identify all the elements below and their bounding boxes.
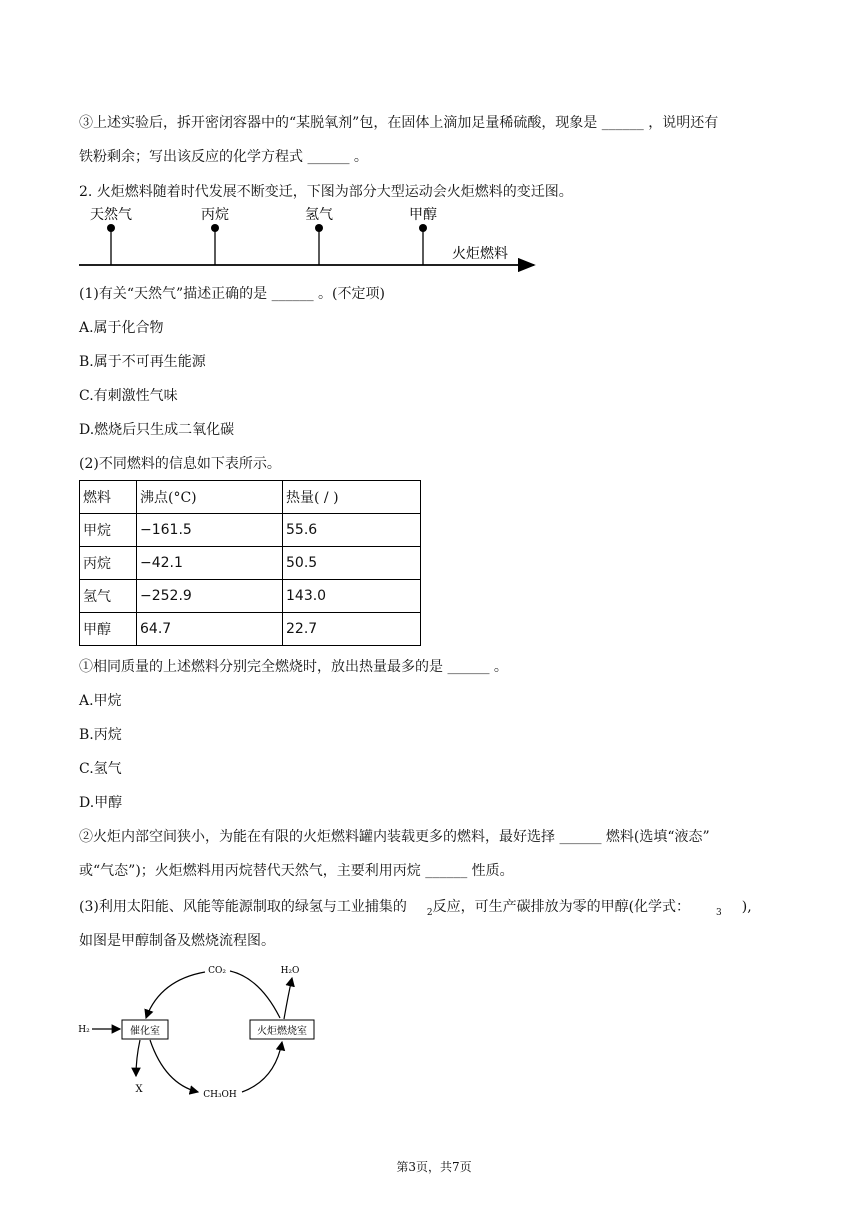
co2-label: CO₂ bbox=[208, 966, 226, 976]
q2-p2-question-b-line2: 或“气态”)；火炬燃料用丙烷替代天然气，主要利用丙烷 ______ 性质。 bbox=[79, 863, 514, 879]
q2-p1-option-c: C.有刺激性气味 bbox=[79, 388, 178, 404]
table-header-cell: 燃料 bbox=[80, 481, 137, 514]
catalyst-room-label: 催化室 bbox=[130, 1026, 160, 1037]
q2-p1-question: (1)有关“天然气”描述正确的是 ______ 。(不定项) bbox=[79, 286, 385, 302]
table-cell: 64.7 bbox=[137, 613, 283, 646]
q2-p2-option-b: B.丙烷 bbox=[79, 727, 122, 743]
q2-p3-line2: 如图是甲醇制备及燃烧流程图。 bbox=[79, 933, 275, 949]
timeline-point-3 bbox=[305, 207, 333, 265]
timeline-label-4: 甲醇 bbox=[409, 207, 437, 223]
table-cell: −252.9 bbox=[137, 580, 283, 613]
x-output-arrow bbox=[136, 1040, 140, 1076]
page-footer: 第3页，共7页 bbox=[396, 1160, 472, 1174]
table-cell: 22.7 bbox=[283, 613, 421, 646]
q2-p3-text-c: ), bbox=[741, 899, 752, 915]
timeline-point-4 bbox=[409, 207, 437, 265]
ch3oh-label: CH₃OH bbox=[203, 1090, 237, 1100]
table-header-row bbox=[80, 481, 421, 514]
table-cell: 55.6 bbox=[283, 514, 421, 547]
q2-p1-option-a: A.属于化合物 bbox=[79, 320, 164, 336]
q2-p2-question-b-line1: ②火炬内部空间狭小，为能在有限的火炬燃料罐内装载更多的燃料，最好选择 ______ 燃料(选填“液态” bbox=[79, 829, 710, 845]
fuel-info-table bbox=[79, 480, 421, 646]
h2-label: H₂ bbox=[78, 1025, 90, 1035]
q2-p2-option-d: D.甲醇 bbox=[79, 795, 123, 811]
table-cell: −161.5 bbox=[137, 514, 283, 547]
q2-p3-subscript-1: 2 bbox=[426, 908, 433, 918]
table-cell: 50.5 bbox=[283, 547, 421, 580]
table-row bbox=[80, 580, 421, 613]
q2-p2-option-a: A.甲烷 bbox=[79, 693, 122, 709]
q2-p3-subscript-2: 3 bbox=[716, 908, 722, 918]
table-header-cell: 沸点(°C) bbox=[137, 481, 283, 514]
timeline-axis-label: 火炬燃料 bbox=[452, 246, 508, 262]
h2o-output-arrow bbox=[284, 978, 292, 1019]
combustion-to-co2-arrow bbox=[230, 971, 280, 1018]
x-label: X bbox=[135, 1084, 143, 1095]
table-cell: 甲醇 bbox=[80, 613, 137, 646]
table-cell: −42.1 bbox=[137, 547, 283, 580]
methanol-flow-diagram bbox=[70, 958, 340, 1106]
timeline-point-2 bbox=[201, 207, 229, 265]
table-header-cell: 热量( / ) bbox=[283, 481, 421, 514]
q2-p2-question-a: ①相同质量的上述燃料分别完全燃烧时，放出热量最多的是 ______ 。 bbox=[79, 659, 508, 675]
table-cell: 甲烷 bbox=[80, 514, 137, 547]
table-row bbox=[80, 514, 421, 547]
q2-p3-text-b: 反应，可生产碳排放为零的甲醇(化学式： bbox=[432, 899, 691, 915]
q2-p2-option-c: C.氢气 bbox=[79, 761, 122, 777]
timeline-label-3: 氢气 bbox=[305, 207, 333, 223]
q1-part3-line1: ③上述实验后，拆开密闭容器中的“某脱氧剂”包，在固体上滴加足量稀硫酸，现象是 ______ ，说明还有 bbox=[79, 115, 719, 131]
q2-intro: 2. 火炬燃料随着时代发展不断变迁，下图为部分大型运动会火炬燃料的变迁图。 bbox=[79, 184, 573, 200]
h2o-label: H₂O bbox=[280, 966, 300, 976]
q2-p1-option-d: D.燃烧后只生成二氧化碳 bbox=[79, 422, 235, 438]
timeline-label-2: 丙烷 bbox=[201, 207, 229, 223]
table-cell: 氢气 bbox=[80, 580, 137, 613]
fuel-timeline-diagram bbox=[76, 200, 546, 275]
co2-to-catalyst-arrow bbox=[146, 972, 205, 1018]
table-row bbox=[80, 547, 421, 580]
q2-p2-intro: (2)不同燃料的信息如下表所示。 bbox=[79, 456, 281, 472]
catalyst-to-ch3oh-arrow bbox=[150, 1040, 198, 1092]
table-row bbox=[80, 613, 421, 646]
q1-part3-line2: 铁粉剩余；写出该反应的化学方程式 ______ 。 bbox=[79, 149, 368, 165]
table-cell: 丙烷 bbox=[80, 547, 137, 580]
q2-p3-line1 bbox=[79, 897, 752, 919]
q2-p1-option-b: B.属于不可再生能源 bbox=[79, 354, 206, 370]
table-cell: 143.0 bbox=[283, 580, 421, 613]
timeline-label-1: 天然气 bbox=[90, 207, 132, 223]
ch3oh-to-combustion-arrow bbox=[242, 1042, 282, 1092]
q2-p3-text-a: (3)利用太阳能、风能等能源制取的绿氢与工业捕集的 bbox=[79, 899, 407, 915]
combustion-room-label: 火炬燃烧室 bbox=[257, 1026, 307, 1037]
timeline-point-1 bbox=[90, 207, 132, 265]
